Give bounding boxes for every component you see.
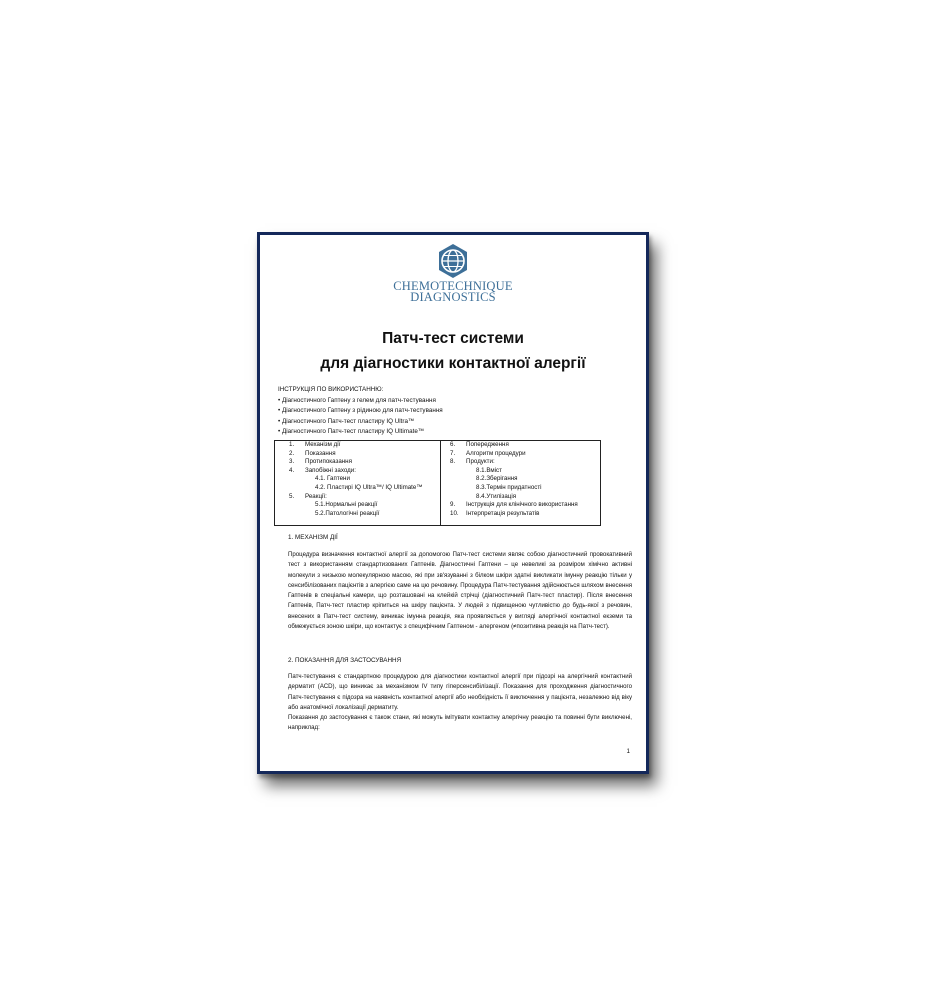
brand-name-line2: DIAGNOSTICS [410, 290, 496, 304]
page-number: 1 [626, 748, 630, 755]
toc-item: 3. Протипоказання [289, 458, 352, 466]
toc-subitem: 4.2. Пластирі IQ Ultra™/ IQ Ultimate™ [315, 483, 423, 491]
toc-subitem: 5.2.Патологічні реакції [315, 509, 380, 517]
section-text-mechanism: Процедура визначення контактної алергії за допомогою Патч-тест системи являє собою діагностичний провокативний тест з використанням стандартизованих Гаптенів. Діагностичні Гаптени – це невеликі за розміром хімічно активні молекули з низькою молекулярною масою, які при зв'язуванні з білком шкіри здатні викликати імунну реакцію тільки у сенсибілізованих пацієнтів з алергією саме на цю речовину. Процедура Патч-тестування здійснюється шляхом внесення Гаптенів в спеціальні камери, що розташовані на клейкій стрічці (діагностичний Патч-тест пластир). Після внесення Гаптенів, Патч-тест пластир кріпиться на шкіру пацієнта. У людей з підвищеною чутливістю до будь-якої з речовин, внесених в Патч-тест систему, виникає імунна реакція, яка проявляється у вигляді алергічної контактної екземи та обмежується зоною шкіри, що контактує з специфічним Гаптеном - алергеном (≠позитивна реакція на Патч-тест). [288, 551, 632, 631]
document-title-line1: Патч-тест системи [382, 330, 524, 347]
table-of-contents [274, 440, 601, 526]
instruction-item: • Діагностичного Гаптену з рідиною для патч-тестування [278, 406, 443, 417]
brand-name-line1: CHEMOTECHNIQUE [393, 279, 513, 293]
toc-item: 4. Запобіжні заходи: [289, 466, 356, 474]
toc-subitem: 5.1.Нормальні реакції [315, 501, 378, 509]
instructions-heading: ІНСТРУКЦІЯ ПО ВИКОРИСТАННЮ: [278, 386, 384, 393]
toc-subitem: 4.1. Гаптени [315, 475, 350, 483]
toc-item: 6. Попередження [450, 441, 509, 448]
toc-item: 7. Алгоритм процедури [450, 449, 526, 457]
toc-item: 10. Інтерпретація результатів [450, 509, 540, 517]
toc-item: 8. Продукти: [450, 458, 495, 466]
toc-subitem: 8.4.Утилізація [476, 492, 517, 500]
toc-item: 5. Реакції: [289, 492, 327, 500]
section-text-indications [288, 672, 632, 734]
toc-subitem: 8.3.Термін придатності [476, 483, 542, 491]
document-page [257, 232, 649, 774]
toc-divider [440, 441, 441, 525]
document-title-line2: для діагностики контактної алергії [320, 355, 586, 372]
indications-paragraph: Патч-тестування є стандартною процедурою для діагностики контактної алергії при підозрі на алергічний контактний дерматит (АСD), що виникає за механізмом IV типу гіперсенсибілізації. Показання для проходження діагностичного Патч-тестування є підозра на наявність контактної алергії або необхідність її виключення у пацієнта, незалежно від віку або анатомічної локалізації дерматиту. [288, 673, 632, 711]
toc-item: 1. Механізм дії [289, 441, 341, 448]
instructions-block [278, 385, 443, 438]
globe-logo-icon [435, 243, 471, 279]
toc-right-column [450, 441, 578, 518]
section-heading-mechanism: 1. МЕХАНІЗМ ДІЇ [288, 534, 338, 541]
toc-subitem: 8.2.Зберігання [476, 475, 518, 483]
company-logo [260, 243, 646, 303]
toc-left-column [289, 441, 423, 518]
indications-paragraph: Показання до застосування є також стани, які можуть імітувати контактну алергічну реакцію та повинні бути виключені, наприклад: [288, 714, 632, 732]
instruction-item: • Діагностичного Гаптену з гелем для патч-тестування [278, 396, 443, 407]
toc-subitem: 8.1.Вміст [476, 466, 502, 474]
instruction-item: • Діагностичного Патч-тест пластиру IQ Ultimate™ [278, 427, 443, 438]
toc-item: 2. Показання [289, 449, 336, 457]
toc-item: 9. Інструкція для клінічного використання [450, 501, 578, 509]
instruction-item: • Діагностичного Патч-тест пластиру IQ Ultra™ [278, 417, 443, 428]
section-heading-indications: 2. ПОКАЗАННЯ ДЛЯ ЗАСТОСУВАННЯ [288, 657, 402, 664]
